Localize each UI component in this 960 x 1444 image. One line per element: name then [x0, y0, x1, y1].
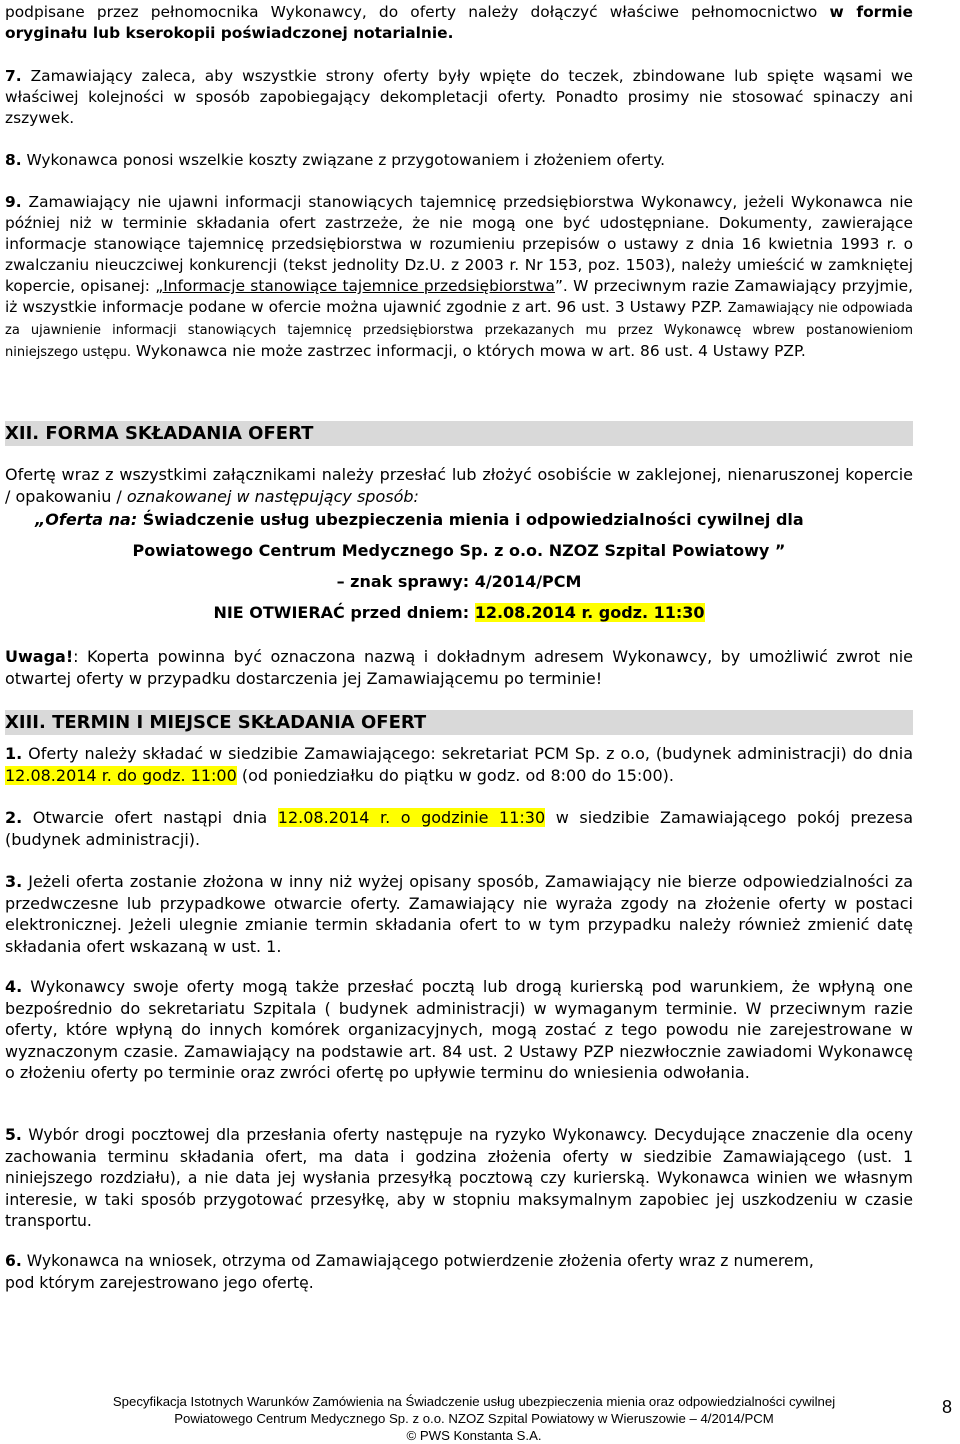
intro-italic: oznakowanej w następujący sposób: [126, 487, 419, 506]
paragraph-9 [5, 192, 913, 363]
section-xiii-paragraph-6 [5, 1251, 835, 1294]
section-heading-xiii: XIII. TERMIN I MIEJSCE SKŁADANIA OFERT [5, 710, 913, 735]
intro-bold-text: w formie oryginału lub kserokopii poświadczonej notarialnie. [5, 3, 913, 42]
section-xii-intro [5, 464, 913, 508]
paragraph-number: 9. [5, 193, 22, 211]
paragraph-text-end: (od poniedziałku do piątku w godz. od 8:00 do 15:00). [236, 765, 674, 785]
footer-copyright: © PWS Konstanta S.A. [406, 1428, 542, 1443]
paragraph-number: 5. [5, 1126, 22, 1144]
section-xiii-paragraph-3 [5, 871, 913, 957]
intro-text: Ofertę wraz z wszystkimi załącznikami należy przesłać lub złożyć osobiście w zaklejonej, nienaruszonej kopercie / opakowaniu / [5, 465, 913, 506]
paragraph-text-cont: ”. W przeciwnym razie Zamawiający przyjmie, iż wszystkie informacje podane w ofercie można ujawnić zgodnie z art. 96 ust. 3 Ustawy PZP. [5, 277, 913, 316]
paragraph-text: Wykonawca na wniosek, otrzyma od Zamawiającego potwierdzenie złożenia oferty wraz z numerem, pod którym zarejestrowano jego ofertę. [5, 1252, 814, 1292]
paragraph-text: Wykonawca ponosi wszelkie koszty związane z przygotowaniem i złożeniem oferty. [21, 151, 666, 169]
paragraph-text: Jeżeli oferta zostanie złożona w inny niż wyżej opisany sposób, Zamawiający nie bierze odpowiedzialności za przedwczesne lub przypadkowe otwarcie oferty. Zamawiający nie wyraża zgody na złożenie oferty w postaci elektronicznej. Jeżeli ulegnie zmianie termin składania ofert to w tym przypadku należy również zmienić datę składania ofert wskazaną w ust. 1. [5, 872, 913, 956]
paragraph-text-end: w siedzibie Zamawiającego pokój prezesa (budynek administracji). [5, 808, 914, 849]
envelope-label-line-2: Powiatowego Centrum Medycznego Sp. z o.o. NZOZ Szpital Powiatowy ” [132, 541, 786, 560]
paragraph-number: 2. [5, 808, 23, 827]
paragraph-text: Zamawiający nie ujawni informacji stanowiących tajemnicę przedsiębiorstwa Wykonawcy, jeżeli Wykonawca nie później niż w terminie składania ofert zastrzeże, że nie mogą one być udostępniane. Dokumenty, zawierające informacje stanowiące tajemnicę przedsiębiorstwa w rozumieniu przepisów o ustawy z dnia 16 kwietnia 1993 r. o zwalczaniu nieuczciwej konkurencji (tekst jednolity Dz.U. z 2003 r. Nr 153, poz. 1503), należy umieścić w zamkniętej kopercie, opisanej: [5, 193, 913, 295]
section-xiii-paragraph-2 [5, 807, 913, 850]
paragraph-text: Wybór drogi pocztowej dla przesłania oferty następuje na ryzyko Wykonawcy. Decydujące znaczenie dla oceny zachowania terminu składania ofert, ma data i godzina złożenia oferty w siedzibie Zamawiającego (ust. 1 niniejszego rozdziału), a nie data jej wysłania przesyłką pocztową czy kurierską. Wykonawca winien we własnym interesie, w taki sposób przygotować przesyłkę, aby w stopniu maksymalnym zapobiec jej uszkodzeniu w czasie transportu. [5, 1126, 913, 1230]
paragraph-text: Zamawiający zaleca, aby wszystkie strony oferty były wpięte do teczek, zbindowane lub spięte wąsami we właściwej kolejności w sposób zapobiegający dekompletacji oferty. Ponadto prosimy nie stosować spinaczy ani zszywek. [5, 67, 913, 127]
envelope-label-case-number: – znak sprawy: 4/2014/PCM [336, 572, 582, 591]
envelope-label-subject: Świadczenie usług ubezpieczenia mienia i odpowiedzialności cywilnej dla [142, 510, 804, 529]
intro-text: podpisane przez pełnomocnika Wykonawcy, do oferty należy dołączyć właściwe pełnomocnictwo [5, 3, 830, 21]
note-label: Uwaga! [5, 647, 74, 666]
paragraph-number: 4. [5, 977, 23, 996]
deadline-highlight: 12.08.2014 r. do godz. 11:00 [5, 765, 237, 785]
section-xiii-paragraph-5 [5, 1125, 913, 1233]
envelope-label-line-1 [35, 509, 915, 530]
paragraph-number: 8. [5, 151, 22, 169]
note-paragraph [5, 646, 913, 690]
paragraph-number: 7. [5, 67, 22, 85]
envelope-label-do-not-open [5, 602, 913, 623]
do-not-open-date: 12.08.2014 r. godz. 11:30 [474, 603, 705, 622]
paragraph-text: Oferty należy składać w siedzibie Zamawiającego: sekretariat PCM Sp. z o.o, (budynek administracji) do dnia [22, 744, 913, 763]
paragraph-8 [5, 150, 913, 171]
paragraph-number: 3. [5, 872, 23, 891]
paragraph-7 [5, 66, 913, 129]
small-text: Zamawiający nie odpowiada za ujawnienie informacji stanowiących tajemnicę przedsiębiorstwa przekazanych mu przez Wykonawcę wbrew postanowieniom niniejszego ustępu. [5, 301, 913, 360]
paragraph-intro [5, 2, 913, 44]
section-heading-xii: XII. FORMA SKŁADANIA OFERT [5, 421, 913, 446]
do-not-open-text: NIE OTWIERAĆ przed dniem: [213, 603, 475, 622]
page-footer [0, 1393, 948, 1444]
opening-date-highlight: 12.08.2014 r. o godzinie 11:30 [277, 808, 546, 827]
section-xiii-paragraph-4 [5, 976, 913, 1084]
paragraph-text-end: Wykonawca nie może zastrzec informacji, o których mowa w art. 86 ust. 4 Ustawy PZP. [130, 342, 806, 360]
envelope-label-prefix: „Oferta na: [35, 510, 143, 529]
paragraph-text: Otwarcie ofert nastąpi dnia [22, 808, 278, 827]
section-xiii-paragraph-1 [5, 743, 913, 786]
footer-line-1: Specyfikacja Istotnych Warunków Zamówienia na Świadczenie usług ubezpieczenia mienia oraz odpowiedzialności cywilnej [112, 1394, 836, 1409]
paragraph-number: 6. [5, 1252, 22, 1270]
paragraph-text: Wykonawcy swoje oferty mogą także przesłać pocztą lub drogą kurierską pod warunkiem, że wpłyną one bezpośrednio do sekretariatu Szpitala ( budynek administracji) w wymaganym terminie. W przeciwnym razie oferty, które wpłyną do innych komórek organizacyjnych, mogą zostać z tego powodu nie zarejestrowane w wyznaczonym czasie. Zamawiający na podstawie art. 84 ust. 2 Ustawy PZP niezwłocznie zawiadomi Wykonawcę o złożeniu oferty po terminie oraz zwróci ofertę po upływie terminu do wniesienia odwołania. [5, 977, 913, 1082]
page-number: 8 [941, 1397, 952, 1417]
note-text: : Koperta powinna być oznaczona nazwą i dokładnym adresem Wykonawcy, by umożliwić zwrot nie otwartej oferty w przypadku dostarczenia jej Zamawiającemu po terminie! [5, 647, 913, 688]
footer-line-2: Powiatowego Centrum Medycznego Sp. z o.o. NZOZ Szpital Powiatowy w Wieruszowie – 4/2014/PCM [174, 1411, 774, 1426]
underlined-phrase: „Informacje stanowiące tajemnice przedsiębiorstwa [155, 277, 555, 295]
paragraph-number: 1. [5, 744, 23, 763]
